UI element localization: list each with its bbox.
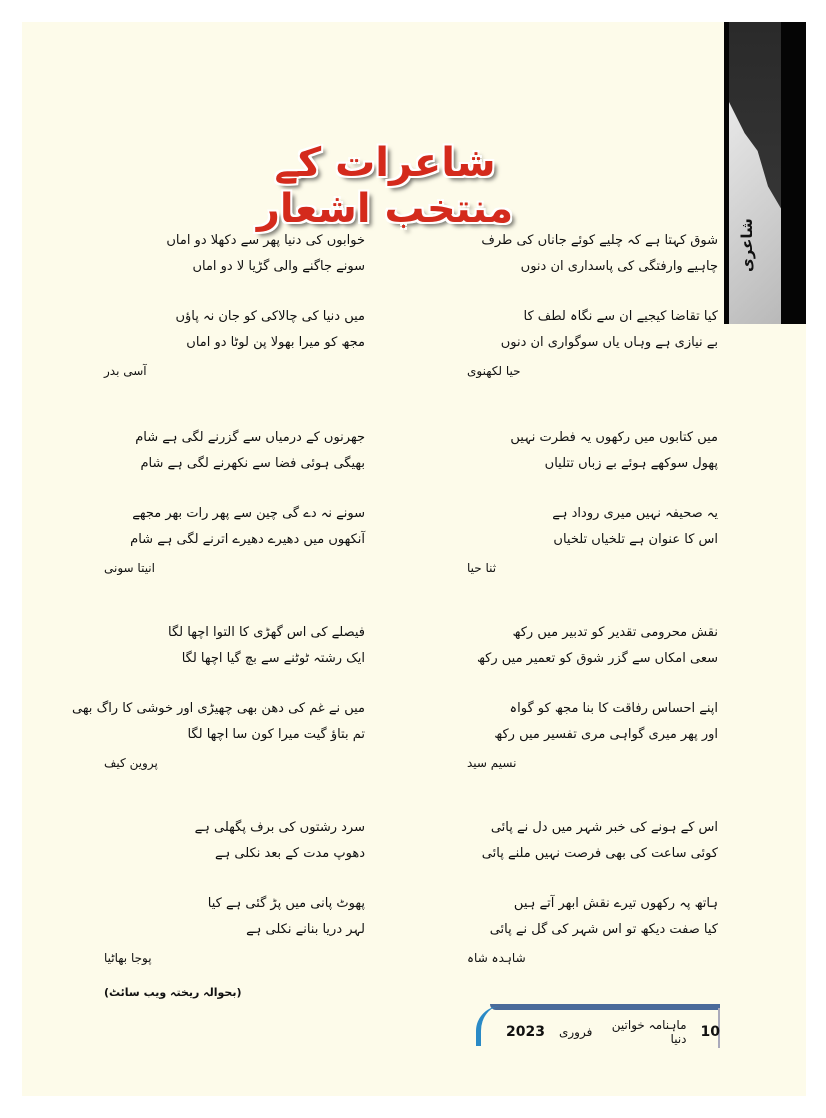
couplet [168,620,365,672]
couplet [552,501,718,553]
couplet [494,696,718,748]
footer-year: 2023 [506,1024,545,1040]
verse-line: اس کے ہونے کی خبر شہر میں دل نے پائی [490,820,718,835]
verse-line: تم بتاؤ گیت میرا کون سا اچھا لگا [187,727,365,742]
poet-name: ثنا حیا [467,561,497,575]
verse-line: میں دنیا کی چالاکی کو جان نہ پاؤں [175,309,365,324]
couplet [175,304,365,356]
page-footer [476,1004,720,1046]
verse-line: شوق کہتا ہے کہ چلیے کوئے جاناں کی طرف [481,233,718,248]
verse-line: ہاتھ پہ رکھوں تیرے نقش ابھر آتے ہیں [513,896,718,911]
couplet [510,425,718,477]
verse-line: پھوٹ پانی میں پڑ گئی ہے کیا [207,896,365,911]
verse-line: سعی امکاں سے گزر شوق کو تعمیر میں رکھ [476,651,718,666]
verse-line: اس کا عنوان ہے تلخیاں تلخیاں [553,532,718,547]
verse-line: پھول سوکھے ہوئے بے زباں تتلیاں [544,456,718,471]
verse-line: بے نیازی ہے وہاں یاں سوگواری ان دنوں [500,335,718,350]
poet-name: انیتا سونی [104,561,155,575]
couplet [481,228,718,280]
poet-name: آسی بدر [104,364,147,378]
verse-line: کیا صفت دیکھ تو اس شہر کی گل نے پائی [489,922,718,937]
verse-line: کیا تقاضا کیجیے ان سے نگاہ لطف کا [523,309,718,324]
verse-line: میں کتابوں میں رکھوں یہ فطرت نہیں [510,430,718,445]
verse-line: ایک رشتہ ٹوٹنے سے بچ گیا اچھا لگا [181,651,365,666]
verse-line: جھرنوں کے درمیاں سے گزرنے لگی ہے شام [135,430,365,445]
couplet [72,696,365,748]
couplet [208,891,365,943]
couplet [482,815,718,867]
verse-line: سونے نہ دے گی چین سے پھر رات بھر مجھے [132,506,365,521]
footer-text [506,1018,720,1046]
verse-line: فیصلے کی اس گھڑی کا التوا اچھا لگا [168,625,365,640]
footer-magazine: ماہنامہ خواتین دنیا [611,1018,687,1046]
couplet [501,304,718,356]
verse-line: سرد رشتوں کی برف پگھلی ہے [194,820,365,835]
poet-name: حیا لکھنوی [467,364,521,378]
page-title: شاعرات کے منتخب اشعار [256,140,514,232]
side-tab-label: شاعری [738,218,756,272]
verse-line: سونے جاگنے والی گڑیا لا دو اماں [192,259,365,274]
verse-line: میں نے غم کی دھن بھی چھیڑی اور خوشی کا راگ بھی [71,701,365,716]
couplet [195,815,365,867]
footer-bar [490,1004,720,1010]
couplet [477,620,718,672]
couplet [135,425,365,477]
verse-line: آنکھوں میں دھیرے دھیرے اترنے لگی ہے شام [130,532,365,547]
verse-line: نقش محرومی تقدیر کو تدبیر میں رکھ [512,625,718,640]
verse-line: یہ صحیفہ نہیں میری روداد ہے [552,506,718,521]
verse-line: چاہیے وارفتگی کی پاسداری ان دنوں [520,259,718,274]
verse-line: اور پھر میری گواہی مری تفسیر میں رکھ [494,727,718,742]
poet-name: پروین کیف [104,756,158,770]
verse-line: دھوپ مدت کے بعد نکلی ہے [215,846,365,861]
verse-line: لہر دریا بنانے نکلی ہے [246,922,365,937]
footer-swoosh [476,1006,501,1046]
poet-name: شاہدہ شاہ [467,951,526,965]
poet-name: پوجا بھاٹیا [104,951,152,965]
verse-line: بھیگی ہوئی فضا سے نکھرنے لگی ہے شام [140,456,365,471]
page-number: 10 [700,1024,720,1040]
verse-line: مجھ کو میرا بھولا پن لوٹا دو اماں [186,335,365,350]
verse-line: کوئی ساعت کی بھی فرصت نہیں ملنے پائی [481,846,718,861]
section-side-tab [724,22,806,324]
source-credit: (بحوالہ ریختہ ویب سائٹ) [104,986,242,999]
couplet [490,891,718,943]
poet-name: نسیم سید [467,756,517,770]
couplet [130,501,365,553]
verse-line: اپنے احساس رفاقت کا بنا مجھ کو گواہ [509,701,718,716]
couplet [166,228,365,280]
verse-line: خوابوں کی دنیا پھر سے دکھلا دو اماں [166,233,365,248]
footer-month: فروری [558,1025,593,1039]
